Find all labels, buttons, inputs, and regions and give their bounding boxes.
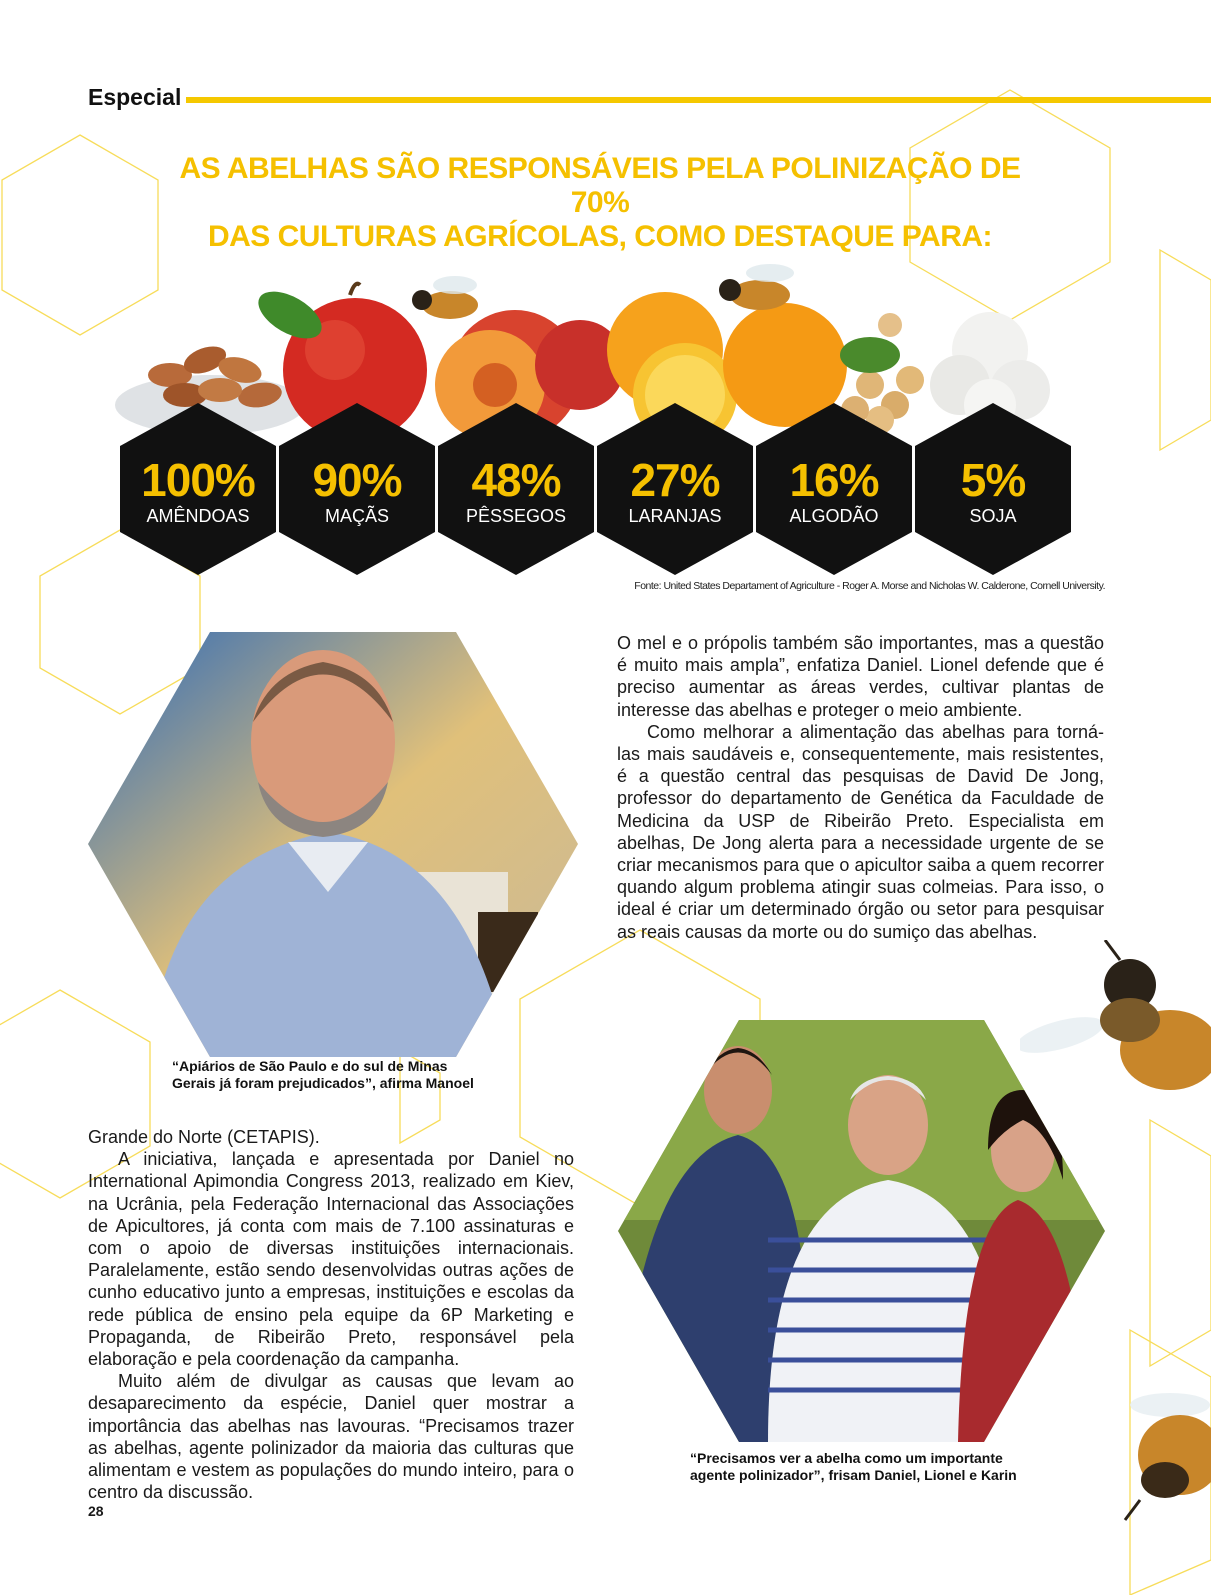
stat-hex-soy bbox=[915, 403, 1071, 575]
stat-name: AMÊNDOAS bbox=[146, 506, 250, 526]
stat-name: SOJA bbox=[969, 506, 1017, 526]
stat-value: 48% bbox=[471, 454, 561, 506]
section-rule bbox=[186, 97, 1211, 103]
paragraph: O mel e o própolis também são importantes, mas a questão é muito mais ampla”, enfatiza Daniel. Lionel defende que é preciso aumentar as áreas verdes, cultivar plantas de interesse das abelhas e proteger o meio ambiente. bbox=[617, 633, 1104, 720]
caption-line-1: “Precisamos ver a abelha como um importante bbox=[690, 1450, 1003, 1466]
page-number: 28 bbox=[88, 1503, 104, 1519]
stat-value: 100% bbox=[141, 454, 255, 506]
stat-name: MAÇÃS bbox=[324, 506, 389, 526]
paragraph: Muito além de divulgar as causas que levam ao desaparecimento da espécie, Daniel quer mostrar a importância das abelhas nas lavouras. “Precisamos trazer as abelhas, agente polinizador da maioria das culturas que alimentam e vestem as populações do mundo inteiro, para o centro da discussão. bbox=[88, 1371, 574, 1503]
portrait-photo-manoel bbox=[88, 632, 578, 1057]
source-note: Fonte: United States Departament of Agriculture - Roger A. Morse and Nicholas W. Calderone, Cornell University. bbox=[634, 580, 1105, 592]
caption-line-2: Gerais já foram prejudicados”, afirma Manoel bbox=[172, 1075, 474, 1091]
caption-line-2: agente polinizador”, frisam Daniel, Lionel e Karin bbox=[690, 1467, 1017, 1483]
headline-line-1: AS ABELHAS SÃO RESPONSÁVEIS PELA POLINIZAÇÃO DE 70% bbox=[179, 152, 1021, 219]
bee-illustration-1 bbox=[412, 276, 478, 319]
stat-value: 5% bbox=[960, 454, 1026, 506]
photo-caption-group bbox=[690, 1450, 1017, 1484]
bee-decoration-2 bbox=[1110, 1380, 1211, 1530]
caption-line-1: “Apiários de São Paulo e do sul de Minas bbox=[172, 1058, 448, 1074]
stat-name: ALGODÃO bbox=[789, 506, 879, 526]
stat-value: 27% bbox=[630, 454, 720, 506]
paragraph: Como melhorar a alimentação das abelhas para torná-las mais saudáveis e, consequentemente, mais resistentes, é a questão central das pesquisas de David De Jong, professor do departamento de Genética da Faculdade de Medicina da USP de Ribeirão Preto. Especialista em abelhas, De Jong alerta para a necessidade urgente de se criar mecanismos para que o apicultor saiba a quem recorrer quando algum problema atingir suas colmeias. Para isso, o ideal é criar um determinado órgão ou setor para pesquisar as reais causas da morte ou do sumiço das abelhas. bbox=[617, 721, 1104, 942]
stat-value: 90% bbox=[312, 454, 402, 506]
stat-name: PÊSSEGOS bbox=[465, 506, 567, 526]
stat-hex-oranges bbox=[597, 403, 753, 575]
paragraph: A iniciativa, lançada e apresentada por Daniel no International Apimondia Congress 2013, realizado em Kiev, na Ucrânia, pela Federação Internacional das Associações de Apicultores, já conta com mais de 7.100 assinaturas e com o apoio de diversas instituições internacionais. Paralelamente, estão sendo desenvolvidas outras ações de cunho educativo junto a empresas, instituições e escolas da rede pública de ensino pela equipe da 6P Marketing e Propaganda, de Ribeirão Preto, responsável pela elaboração e pela coordenação da campanha. bbox=[88, 1149, 574, 1370]
paragraph: Grande do Norte (CETAPIS). bbox=[88, 1127, 320, 1147]
stat-hex-apples bbox=[279, 403, 435, 575]
headline bbox=[150, 152, 1050, 254]
photo-caption-manoel bbox=[172, 1058, 474, 1092]
bee-decoration-1 bbox=[1020, 940, 1211, 1115]
bee-illustration-2 bbox=[719, 264, 794, 310]
stat-hex-peaches bbox=[438, 403, 594, 575]
stat-name: LARANJAS bbox=[628, 506, 722, 526]
stat-hex-cotton bbox=[756, 403, 912, 575]
article-column-left bbox=[88, 1126, 574, 1503]
stat-value: 16% bbox=[789, 454, 879, 506]
headline-line-2: DAS CULTURAS AGRÍCOLAS, COMO DESTAQUE PARA: bbox=[207, 220, 993, 253]
stat-hex-almonds bbox=[120, 403, 276, 575]
section-label: Especial bbox=[88, 84, 182, 110]
article-column-right bbox=[617, 632, 1104, 943]
